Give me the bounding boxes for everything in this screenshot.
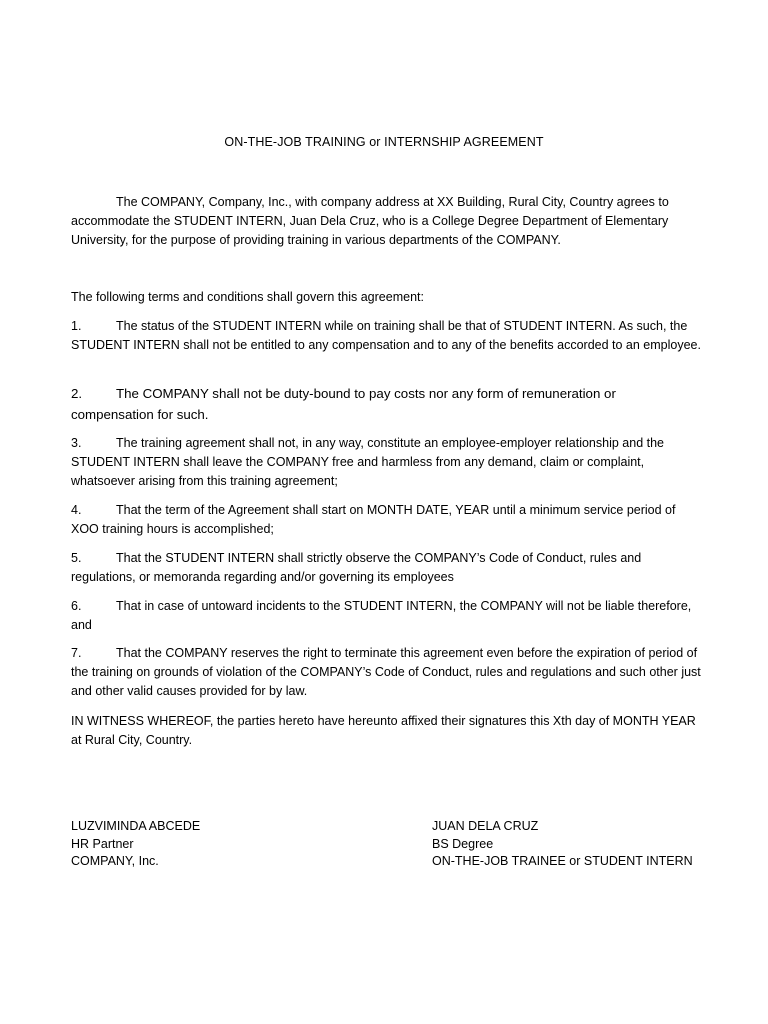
witness-paragraph: IN WITNESS WHEREOF, the parties hereto have hereunto affixed their signatures this Xth day of MONTH YEAR at Rural City, Country. — [71, 714, 696, 747]
clause-3 — [71, 434, 701, 491]
clause-number: 3. — [71, 436, 82, 450]
clause-5 — [71, 549, 701, 587]
signatory-organization: COMPANY, Inc. — [71, 854, 159, 868]
intro-paragraph — [71, 193, 698, 250]
clause-number: 5. — [71, 551, 82, 565]
clause-text: The COMPANY shall not be duty-bound to pay costs nor any form of remuneration or compensation for such. — [71, 386, 616, 422]
terms-lead: The following terms and conditions shall govern this agreement: — [71, 290, 424, 304]
clause-6 — [71, 597, 701, 635]
signatory-name: LUZVIMINDA ABCEDE — [71, 819, 201, 833]
clause-text: That the term of the Agreement shall start on MONTH DATE, YEAR until a minimum service period of XOO training hours is accomplished; — [71, 503, 676, 536]
clause-7 — [71, 644, 701, 701]
clause-2 — [71, 383, 701, 425]
signatory-name: JUAN DELA CRUZ — [432, 819, 539, 833]
clause-number: 4. — [71, 503, 82, 517]
clause-number: 1. — [71, 319, 82, 333]
clause-text: The training agreement shall not, in any way, constitute an employee-employer relationship and the STUDENT INTERN shall leave the COMPANY free and harmless from any demand, claim or complaint, whatsoever arising from this training agreement; — [71, 436, 664, 488]
document-title: ON-THE-JOB TRAINING or INTERNSHIP AGREEMENT — [224, 135, 544, 149]
signatory-position: BS Degree — [432, 836, 494, 851]
clause-1 — [71, 317, 701, 355]
signature-block-company — [71, 818, 200, 871]
signature-block-intern — [432, 818, 693, 871]
clause-text: That the STUDENT INTERN shall strictly observe the COMPANY’s Code of Conduct, rules and regulations, or memoranda regarding and/or governing its employees — [71, 551, 642, 584]
clause-number: 6. — [71, 599, 82, 613]
signatory-position: HR Partner — [71, 836, 134, 851]
clause-4 — [71, 501, 701, 539]
clause-text: The status of the STUDENT INTERN while on training shall be that of STUDENT INTERN. As such, the STUDENT INTERN shall not be entitled to any compensation and to any of the benefits accorded to an employee. — [71, 319, 701, 352]
clause-number: 2. — [71, 386, 83, 401]
signatory-organization: ON-THE-JOB TRAINEE or STUDENT INTERN — [432, 854, 693, 868]
clause-text: That in case of untoward incidents to the STUDENT INTERN, the COMPANY will not be liable therefore, and — [71, 599, 692, 632]
clause-number: 7. — [71, 646, 82, 660]
intro-text: The COMPANY, Company, Inc., with company address at XX Building, Rural City, Country agrees to accommodate the STUDENT INTERN, Juan Dela Cruz, who is a College Degree Department of Elementary University, for the purpose of providing training in various departments of the COMPANY. — [71, 195, 669, 247]
clause-text: That the COMPANY reserves the right to terminate this agreement even before the expiration of period of the training on grounds of violation of the COMPANY’s Code of Conduct, rules and regulations and such other just and other valid causes provided for by law. — [71, 646, 701, 698]
